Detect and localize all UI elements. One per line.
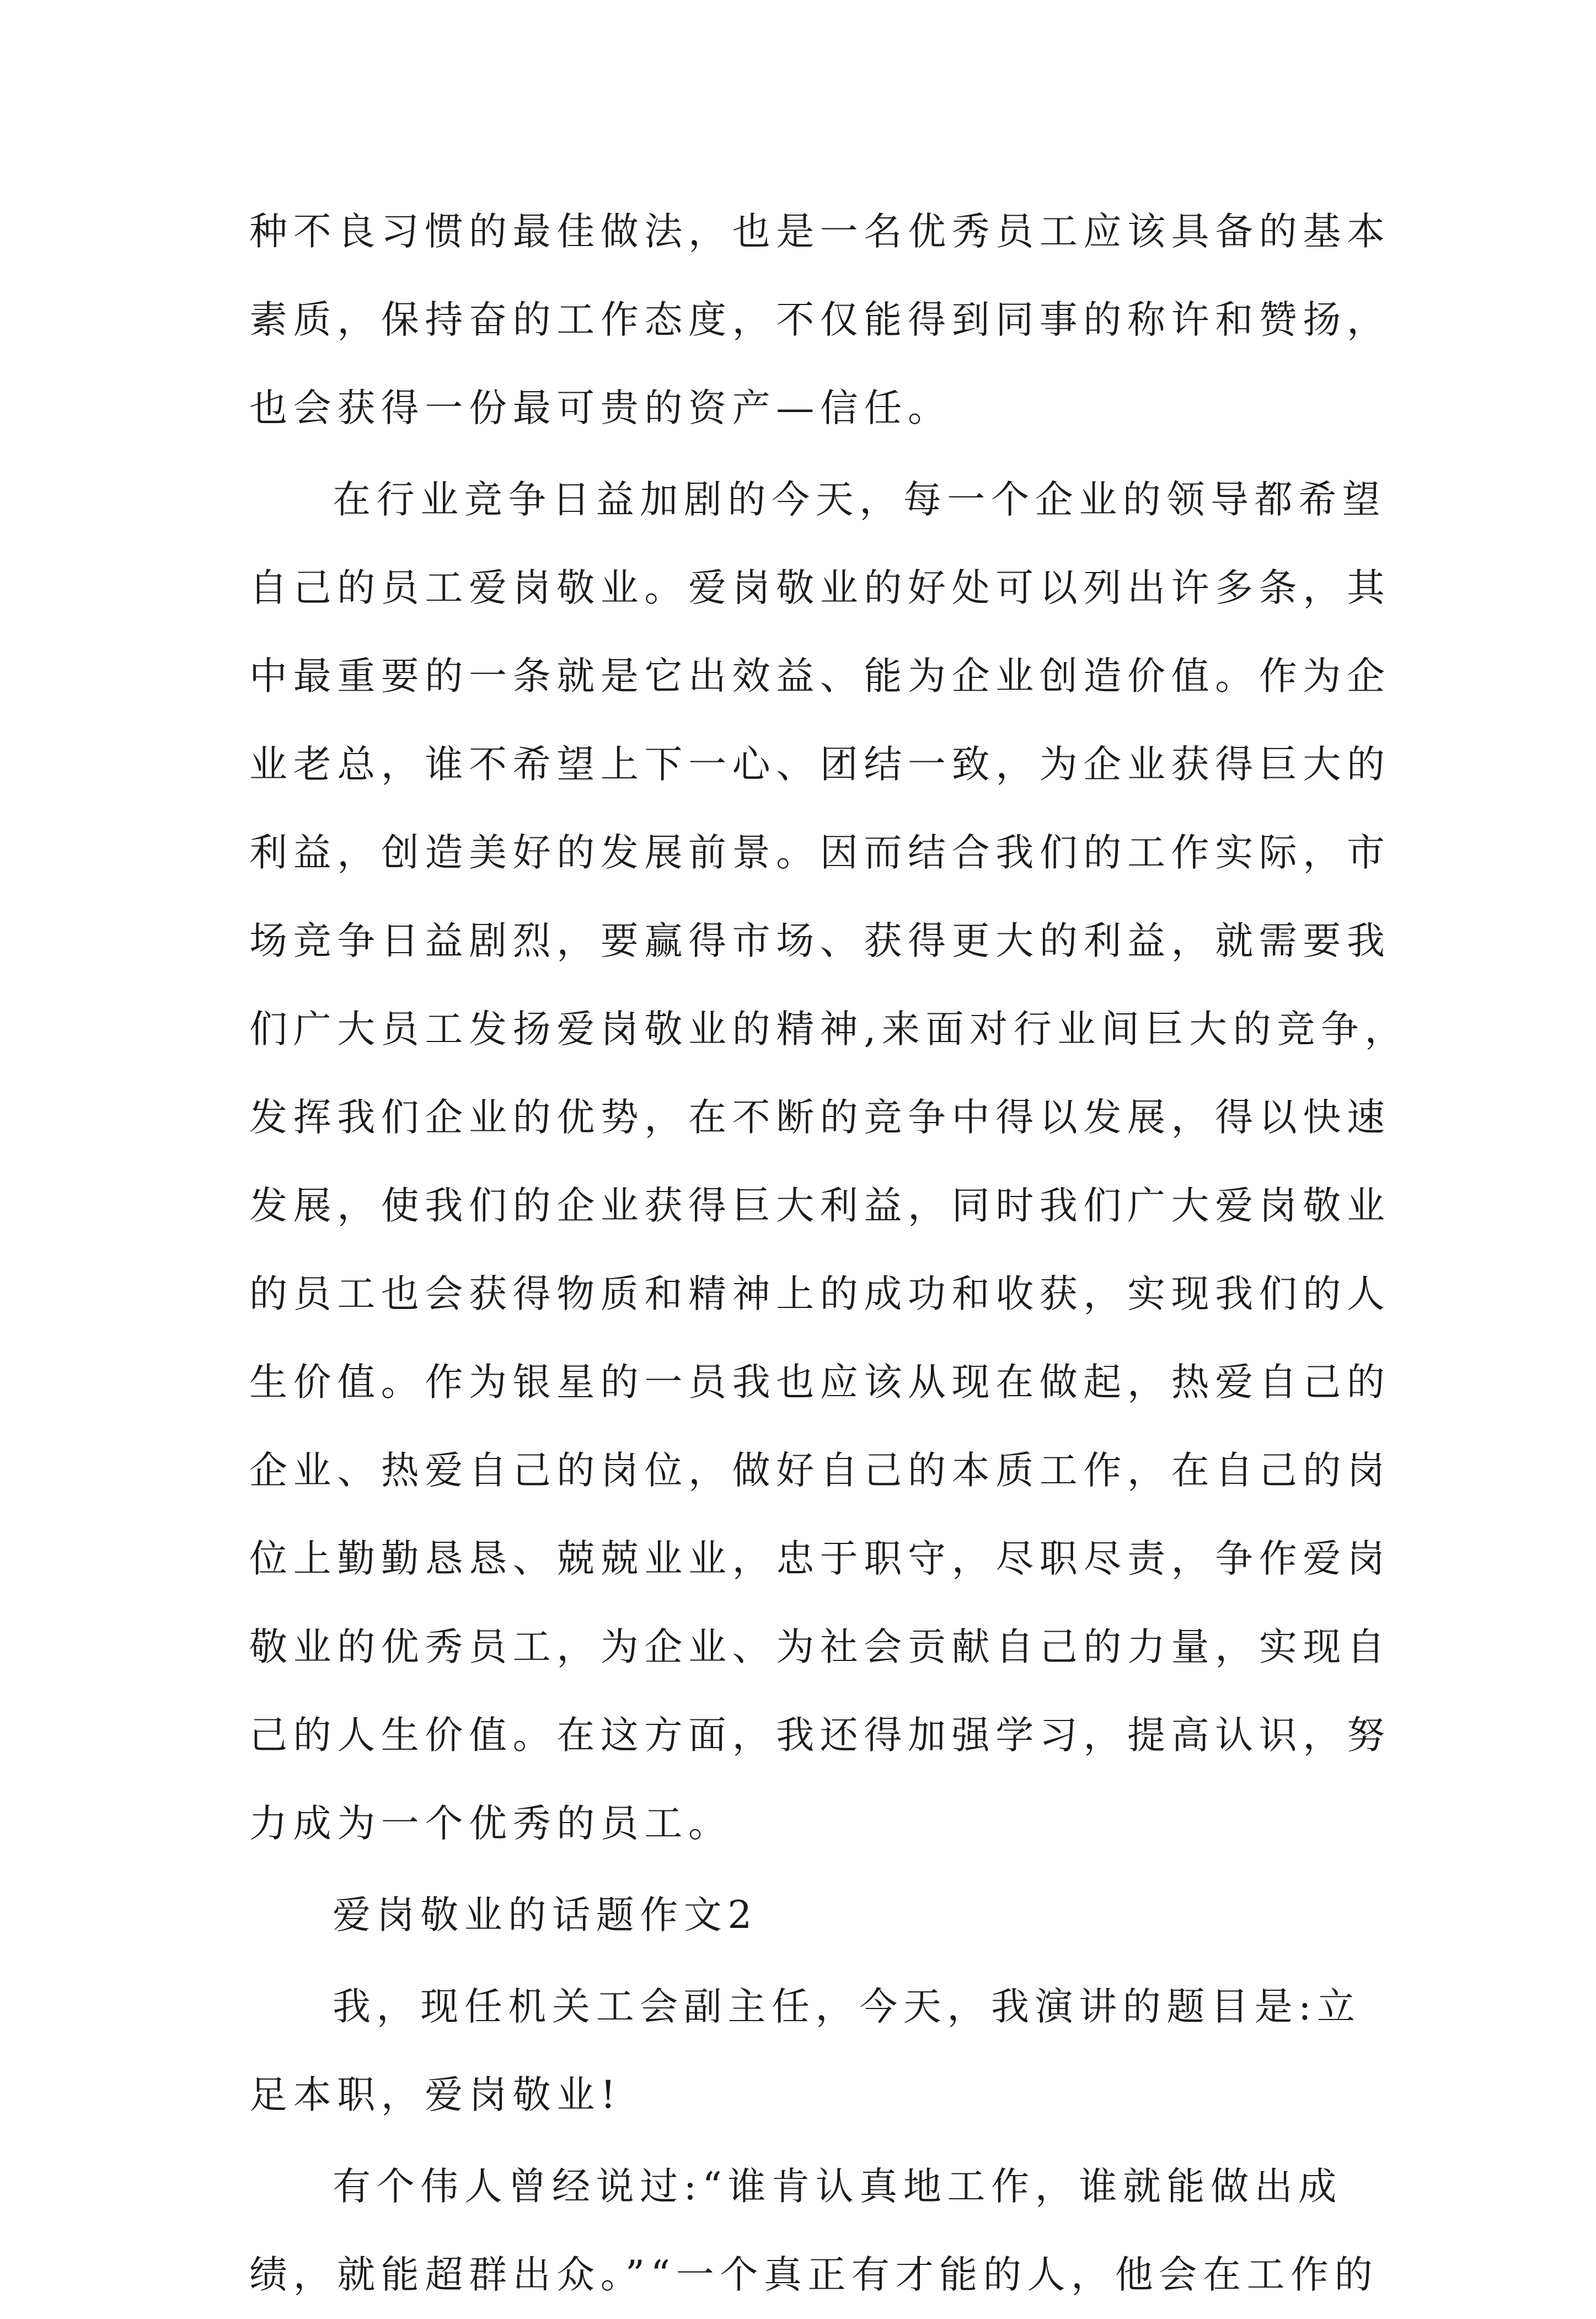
text-line: 中最重要的一条就是它出效益、能为企业创造价值。作为企 (249, 654, 1391, 698)
text-line: 们广大员工发扬爱岗敬业的精神,来面对行业间巨大的竞争， (249, 1007, 1409, 1051)
text-line: 己的人生价值。在这方面，我还得加强学习，提高认识，努 (249, 1713, 1391, 1757)
section-heading: 爱岗敬业的话题作文2 (333, 1893, 758, 1937)
text-line: 绩，就能超群出众。”“一个真正有才能的人，他会在工作的 (249, 2253, 1379, 2297)
text-line: 的员工也会获得物质和精神上的成功和收获，实现我们的人 (249, 1272, 1391, 1316)
paragraph-first-line: 我，现任机关工会副主任，今天，我演讲的题目是:立 (333, 1985, 1361, 2029)
text-line: 敬业的优秀员工，为企业、为社会贡献自己的力量，实现自 (249, 1625, 1391, 1669)
text-line: 场竞争日益剧烈，要赢得市场、获得更大的利益，就需要我 (249, 919, 1391, 963)
text-line: 足本职，爱岗敬业! (249, 2073, 622, 2117)
text-line: 力成为一个优秀的员工。 (249, 1802, 732, 1846)
text-line: 自己的员工爱岗敬业。爱岗敬业的好处可以列出许多条，其 (249, 566, 1391, 610)
text-line: 企业、热爱自己的岗位，做好自己的本质工作，在自己的岗 (249, 1449, 1391, 1493)
paragraph-first-line: 有个伟人曾经说过:“谁肯认真地工作，谁就能做出成 (333, 2165, 1342, 2209)
text-line: 也会获得一份最可贵的资产—信任。 (249, 386, 952, 430)
text-line: 素质，保持奋的工作态度，不仅能得到同事的称许和赞扬， (249, 298, 1391, 342)
text-line: 发挥我们企业的优势，在不断的竞争中得以发展，得以快速 (249, 1096, 1391, 1140)
text-line: 业老总，谁不希望上下一心、团结一致，为企业获得巨大的 (249, 742, 1391, 787)
text-line: 生价值。作为银星的一员我也应该从现在做起，热爱自己的 (249, 1360, 1391, 1404)
paragraph-first-line: 在行业竞争日益加剧的今天，每一个企业的领导都希望 (333, 478, 1386, 522)
text-line: 种不良习惯的最佳做法，也是一名优秀员工应该具备的基本 (249, 210, 1391, 254)
text-line: 位上勤勤恳恳、兢兢业业，忠于职守，尽职尽责，争作爱岗 (249, 1537, 1391, 1581)
text-line: 利益，创造美好的发展前景。因而结合我们的工作实际，市 (249, 831, 1391, 875)
text-line: 发展，使我们的企业获得巨大利益，同时我们广大爱岗敬业 (249, 1184, 1391, 1228)
